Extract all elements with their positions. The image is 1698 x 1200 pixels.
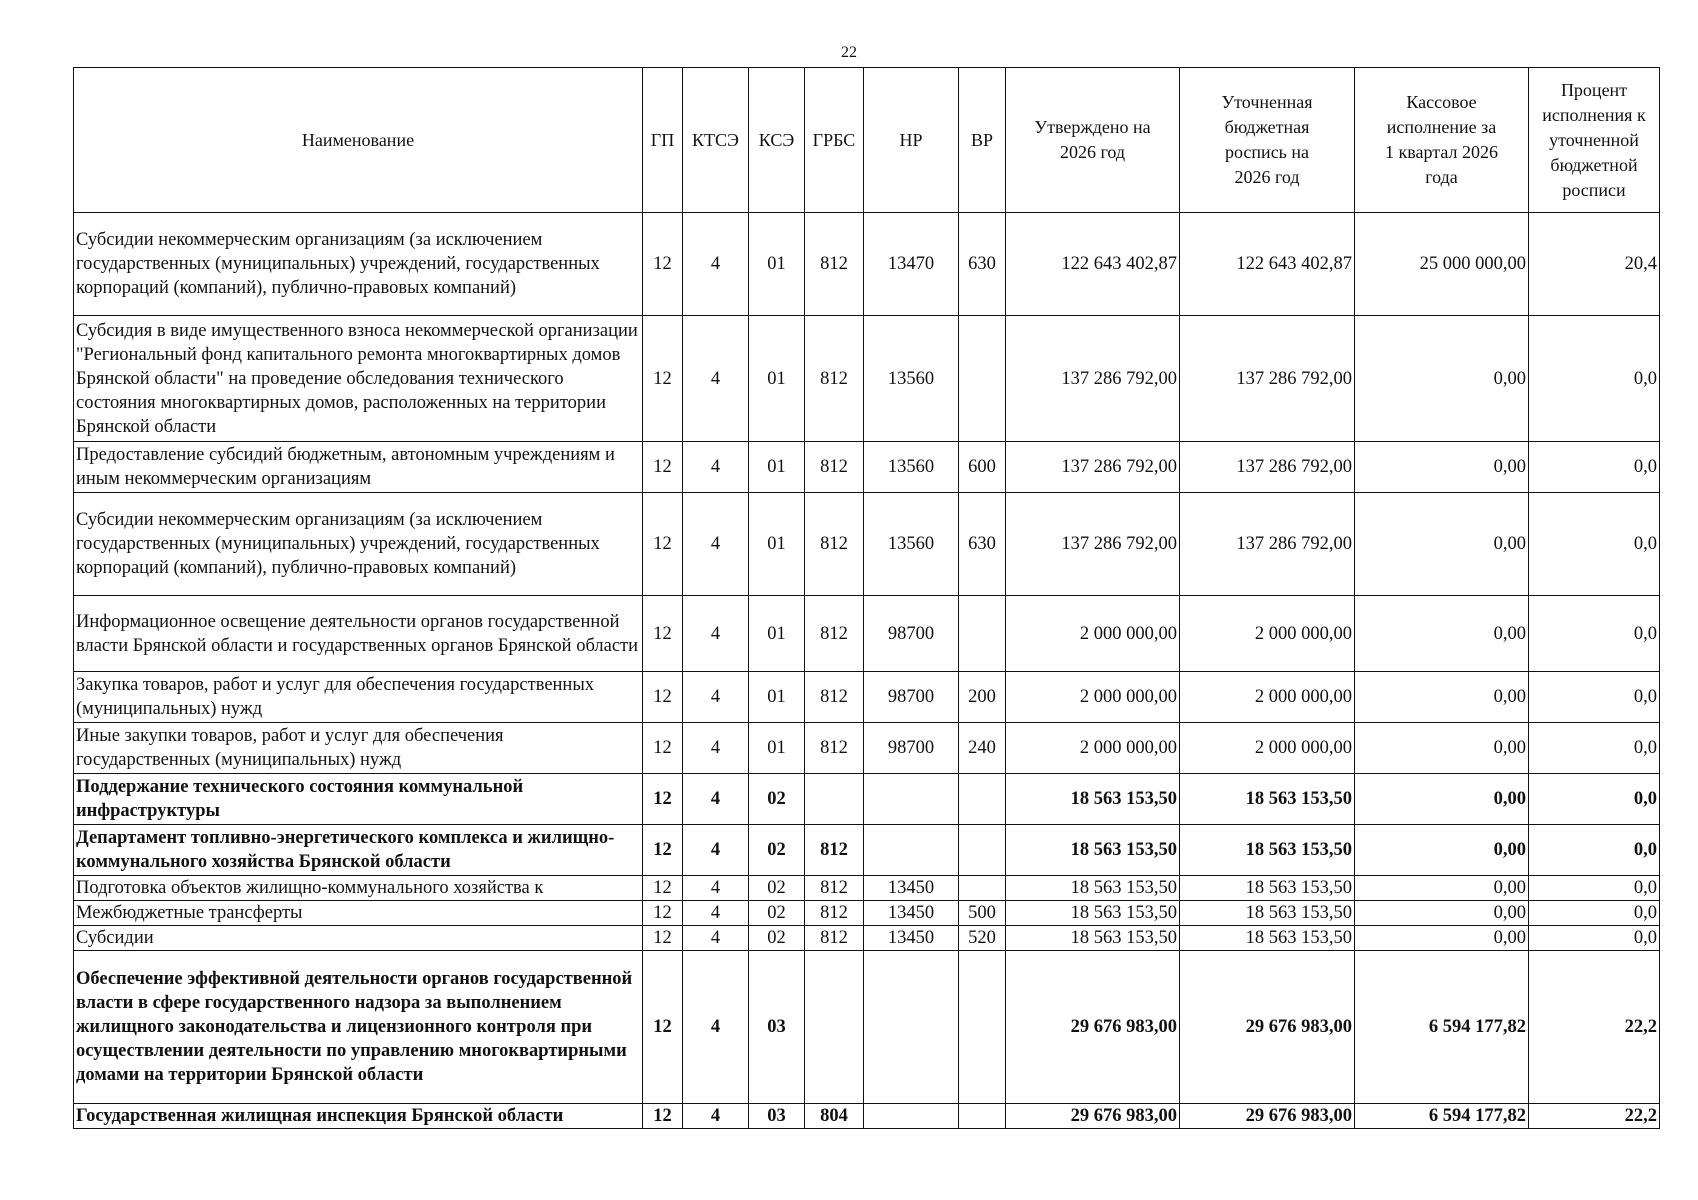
nr-cell: 98700 bbox=[864, 596, 959, 672]
row-name: Поддержание технического состояния коммунальной инфраструктуры bbox=[74, 774, 643, 825]
table-row bbox=[74, 596, 1660, 672]
nr-cell: 98700 bbox=[864, 672, 959, 723]
vr-cell bbox=[959, 951, 1006, 1104]
column-header: КТСЭ bbox=[683, 68, 749, 213]
column-header: ГРБС bbox=[805, 68, 864, 213]
approved-amount: 18 563 153,50 bbox=[1006, 901, 1180, 926]
gp-cell: 12 bbox=[643, 1104, 683, 1129]
table-row bbox=[74, 1104, 1660, 1129]
refined-amount: 18 563 153,50 bbox=[1180, 876, 1355, 901]
kse-cell: 01 bbox=[749, 442, 805, 493]
executed-amount: 0,00 bbox=[1355, 672, 1529, 723]
kse-cell: 02 bbox=[749, 825, 805, 876]
table-row bbox=[74, 901, 1660, 926]
nr-cell bbox=[864, 774, 959, 825]
execution-percent: 0,0 bbox=[1529, 316, 1660, 442]
kse-cell: 02 bbox=[749, 774, 805, 825]
gp-cell: 12 bbox=[643, 723, 683, 774]
approved-amount: 2 000 000,00 bbox=[1006, 672, 1180, 723]
refined-amount: 137 286 792,00 bbox=[1180, 442, 1355, 493]
ktse-cell: 4 bbox=[683, 876, 749, 901]
table-row bbox=[74, 493, 1660, 596]
refined-amount: 2 000 000,00 bbox=[1180, 596, 1355, 672]
executed-amount: 0,00 bbox=[1355, 774, 1529, 825]
column-header: КСЭ bbox=[749, 68, 805, 213]
column-header: Наименование bbox=[74, 68, 643, 213]
vr-cell: 240 bbox=[959, 723, 1006, 774]
column-header: ГП bbox=[643, 68, 683, 213]
column-header: Кассовое исполнение за 1 квартал 2026 года bbox=[1355, 68, 1529, 213]
kse-cell: 02 bbox=[749, 901, 805, 926]
executed-amount: 0,00 bbox=[1355, 926, 1529, 951]
row-name: Обеспечение эффективной деятельности органов государственной власти в сфере государственного надзора за выполнением жилищного законодательства и лицензионного контроля при осуществлении деятельности по управлению многоквартирными домами на территории Брянской области bbox=[74, 951, 643, 1104]
executed-amount: 25 000 000,00 bbox=[1355, 213, 1529, 316]
kse-cell: 01 bbox=[749, 723, 805, 774]
approved-amount: 137 286 792,00 bbox=[1006, 316, 1180, 442]
kse-cell: 02 bbox=[749, 926, 805, 951]
row-name: Государственная жилищная инспекция Брянской области bbox=[74, 1104, 643, 1129]
vr-cell bbox=[959, 1104, 1006, 1129]
vr-cell: 500 bbox=[959, 901, 1006, 926]
row-name: Подготовка объектов жилищно-коммунального хозяйства к bbox=[74, 876, 643, 901]
approved-amount: 18 563 153,50 bbox=[1006, 825, 1180, 876]
budget-table bbox=[73, 67, 1660, 1129]
vr-cell bbox=[959, 596, 1006, 672]
executed-amount: 6 594 177,82 bbox=[1355, 1104, 1529, 1129]
ktse-cell: 4 bbox=[683, 1104, 749, 1129]
executed-amount: 6 594 177,82 bbox=[1355, 951, 1529, 1104]
execution-percent: 0,0 bbox=[1529, 493, 1660, 596]
refined-amount: 2 000 000,00 bbox=[1180, 723, 1355, 774]
executed-amount: 0,00 bbox=[1355, 901, 1529, 926]
vr-cell: 630 bbox=[959, 493, 1006, 596]
nr-cell: 13560 bbox=[864, 493, 959, 596]
gp-cell: 12 bbox=[643, 825, 683, 876]
refined-amount: 137 286 792,00 bbox=[1180, 316, 1355, 442]
nr-cell: 13450 bbox=[864, 876, 959, 901]
nr-cell bbox=[864, 825, 959, 876]
approved-amount: 137 286 792,00 bbox=[1006, 493, 1180, 596]
gp-cell: 12 bbox=[643, 672, 683, 723]
approved-amount: 122 643 402,87 bbox=[1006, 213, 1180, 316]
kse-cell: 01 bbox=[749, 493, 805, 596]
gp-cell: 12 bbox=[643, 926, 683, 951]
refined-amount: 18 563 153,50 bbox=[1180, 926, 1355, 951]
kse-cell: 01 bbox=[749, 596, 805, 672]
row-name: Субсидия в виде имущественного взноса некоммерческой организации "Региональный фонд капитального ремонта многоквартирных домов Брянской области" на проведение обследования технического состояния многоквартирных домов, расположенных на территории Брянской области bbox=[74, 316, 643, 442]
kse-cell: 01 bbox=[749, 316, 805, 442]
row-name: Иные закупки товаров, работ и услуг для обеспечения государственных (муниципальных) нужд bbox=[74, 723, 643, 774]
table-row bbox=[74, 213, 1660, 316]
gp-cell: 12 bbox=[643, 316, 683, 442]
grbs-cell: 812 bbox=[805, 876, 864, 901]
execution-percent: 0,0 bbox=[1529, 926, 1660, 951]
vr-cell bbox=[959, 774, 1006, 825]
page-number: 22 bbox=[841, 44, 857, 61]
nr-cell: 13560 bbox=[864, 316, 959, 442]
grbs-cell: 812 bbox=[805, 723, 864, 774]
grbs-cell: 812 bbox=[805, 901, 864, 926]
ktse-cell: 4 bbox=[683, 901, 749, 926]
nr-cell: 98700 bbox=[864, 723, 959, 774]
table-row bbox=[74, 825, 1660, 876]
vr-cell bbox=[959, 876, 1006, 901]
kse-cell: 02 bbox=[749, 876, 805, 901]
gp-cell: 12 bbox=[643, 774, 683, 825]
executed-amount: 0,00 bbox=[1355, 723, 1529, 774]
refined-amount: 29 676 983,00 bbox=[1180, 951, 1355, 1104]
execution-percent: 0,0 bbox=[1529, 596, 1660, 672]
grbs-cell bbox=[805, 774, 864, 825]
row-name: Субсидии некоммерческим организациям (за исключением государственных (муниципальных) учреждений, государственных корпораций (компаний), публично-правовых компаний) bbox=[74, 213, 643, 316]
ktse-cell: 4 bbox=[683, 596, 749, 672]
executed-amount: 0,00 bbox=[1355, 316, 1529, 442]
executed-amount: 0,00 bbox=[1355, 596, 1529, 672]
gp-cell: 12 bbox=[643, 876, 683, 901]
grbs-cell: 804 bbox=[805, 1104, 864, 1129]
kse-cell: 03 bbox=[749, 951, 805, 1104]
execution-percent: 20,4 bbox=[1529, 213, 1660, 316]
nr-cell: 13470 bbox=[864, 213, 959, 316]
kse-cell: 01 bbox=[749, 672, 805, 723]
row-name: Предоставление субсидий бюджетным, автономным учреждениям и иным некоммерческим организациям bbox=[74, 442, 643, 493]
ktse-cell: 4 bbox=[683, 442, 749, 493]
table-row bbox=[74, 723, 1660, 774]
approved-amount: 29 676 983,00 bbox=[1006, 951, 1180, 1104]
refined-amount: 2 000 000,00 bbox=[1180, 672, 1355, 723]
refined-amount: 137 286 792,00 bbox=[1180, 493, 1355, 596]
column-header: Уточненная бюджетная роспись на 2026 год bbox=[1180, 68, 1355, 213]
grbs-cell: 812 bbox=[805, 926, 864, 951]
approved-amount: 2 000 000,00 bbox=[1006, 723, 1180, 774]
column-header: Утверждено на 2026 год bbox=[1006, 68, 1180, 213]
approved-amount: 18 563 153,50 bbox=[1006, 774, 1180, 825]
ktse-cell: 4 bbox=[683, 213, 749, 316]
grbs-cell: 812 bbox=[805, 596, 864, 672]
execution-percent: 0,0 bbox=[1529, 876, 1660, 901]
refined-amount: 18 563 153,50 bbox=[1180, 825, 1355, 876]
vr-cell bbox=[959, 825, 1006, 876]
approved-amount: 137 286 792,00 bbox=[1006, 442, 1180, 493]
table-row bbox=[74, 672, 1660, 723]
executed-amount: 0,00 bbox=[1355, 876, 1529, 901]
refined-amount: 18 563 153,50 bbox=[1180, 774, 1355, 825]
gp-cell: 12 bbox=[643, 951, 683, 1104]
vr-cell: 630 bbox=[959, 213, 1006, 316]
gp-cell: 12 bbox=[643, 901, 683, 926]
ktse-cell: 4 bbox=[683, 825, 749, 876]
kse-cell: 03 bbox=[749, 1104, 805, 1129]
refined-amount: 29 676 983,00 bbox=[1180, 1104, 1355, 1129]
execution-percent: 22,2 bbox=[1529, 1104, 1660, 1129]
approved-amount: 18 563 153,50 bbox=[1006, 876, 1180, 901]
vr-cell: 520 bbox=[959, 926, 1006, 951]
gp-cell: 12 bbox=[643, 442, 683, 493]
nr-cell: 13450 bbox=[864, 901, 959, 926]
nr-cell: 13560 bbox=[864, 442, 959, 493]
approved-amount: 2 000 000,00 bbox=[1006, 596, 1180, 672]
table-header-row bbox=[74, 68, 1660, 213]
row-name: Информационное освещение деятельности органов государственной власти Брянской области и государственных органов Брянской области bbox=[74, 596, 643, 672]
table-row bbox=[74, 951, 1660, 1104]
refined-amount: 18 563 153,50 bbox=[1180, 901, 1355, 926]
ktse-cell: 4 bbox=[683, 723, 749, 774]
table-row bbox=[74, 774, 1660, 825]
execution-percent: 0,0 bbox=[1529, 774, 1660, 825]
ktse-cell: 4 bbox=[683, 951, 749, 1104]
table-row bbox=[74, 442, 1660, 493]
vr-cell: 600 bbox=[959, 442, 1006, 493]
execution-percent: 22,2 bbox=[1529, 951, 1660, 1104]
grbs-cell: 812 bbox=[805, 672, 864, 723]
column-header: Процент исполнения к уточненной бюджетной росписи bbox=[1529, 68, 1660, 213]
gp-cell: 12 bbox=[643, 213, 683, 316]
ktse-cell: 4 bbox=[683, 926, 749, 951]
grbs-cell: 812 bbox=[805, 213, 864, 316]
row-name: Межбюджетные трансферты bbox=[74, 901, 643, 926]
approved-amount: 18 563 153,50 bbox=[1006, 926, 1180, 951]
nr-cell: 13450 bbox=[864, 926, 959, 951]
grbs-cell: 812 bbox=[805, 825, 864, 876]
column-header: НР bbox=[864, 68, 959, 213]
row-name: Закупка товаров, работ и услуг для обеспечения государственных (муниципальных) нужд bbox=[74, 672, 643, 723]
gp-cell: 12 bbox=[643, 493, 683, 596]
execution-percent: 0,0 bbox=[1529, 901, 1660, 926]
gp-cell: 12 bbox=[643, 596, 683, 672]
row-name: Департамент топливно-энергетического комплекса и жилищно-коммунального хозяйства Брянской области bbox=[74, 825, 643, 876]
vr-cell bbox=[959, 316, 1006, 442]
ktse-cell: 4 bbox=[683, 493, 749, 596]
execution-percent: 0,0 bbox=[1529, 723, 1660, 774]
execution-percent: 0,0 bbox=[1529, 672, 1660, 723]
table-row bbox=[74, 926, 1660, 951]
grbs-cell: 812 bbox=[805, 442, 864, 493]
executed-amount: 0,00 bbox=[1355, 442, 1529, 493]
grbs-cell: 812 bbox=[805, 316, 864, 442]
column-header: ВР bbox=[959, 68, 1006, 213]
nr-cell bbox=[864, 951, 959, 1104]
kse-cell: 01 bbox=[749, 213, 805, 316]
grbs-cell: 812 bbox=[805, 493, 864, 596]
row-name: Субсидии bbox=[74, 926, 643, 951]
row-name: Субсидии некоммерческим организациям (за исключением государственных (муниципальных) учреждений, государственных корпораций (компаний), публично-правовых компаний) bbox=[74, 493, 643, 596]
refined-amount: 122 643 402,87 bbox=[1180, 213, 1355, 316]
vr-cell: 200 bbox=[959, 672, 1006, 723]
ktse-cell: 4 bbox=[683, 672, 749, 723]
executed-amount: 0,00 bbox=[1355, 825, 1529, 876]
table-row bbox=[74, 876, 1660, 901]
nr-cell bbox=[864, 1104, 959, 1129]
grbs-cell bbox=[805, 951, 864, 1104]
execution-percent: 0,0 bbox=[1529, 442, 1660, 493]
ktse-cell: 4 bbox=[683, 316, 749, 442]
table-row bbox=[74, 316, 1660, 442]
ktse-cell: 4 bbox=[683, 774, 749, 825]
execution-percent: 0,0 bbox=[1529, 825, 1660, 876]
approved-amount: 29 676 983,00 bbox=[1006, 1104, 1180, 1129]
executed-amount: 0,00 bbox=[1355, 493, 1529, 596]
